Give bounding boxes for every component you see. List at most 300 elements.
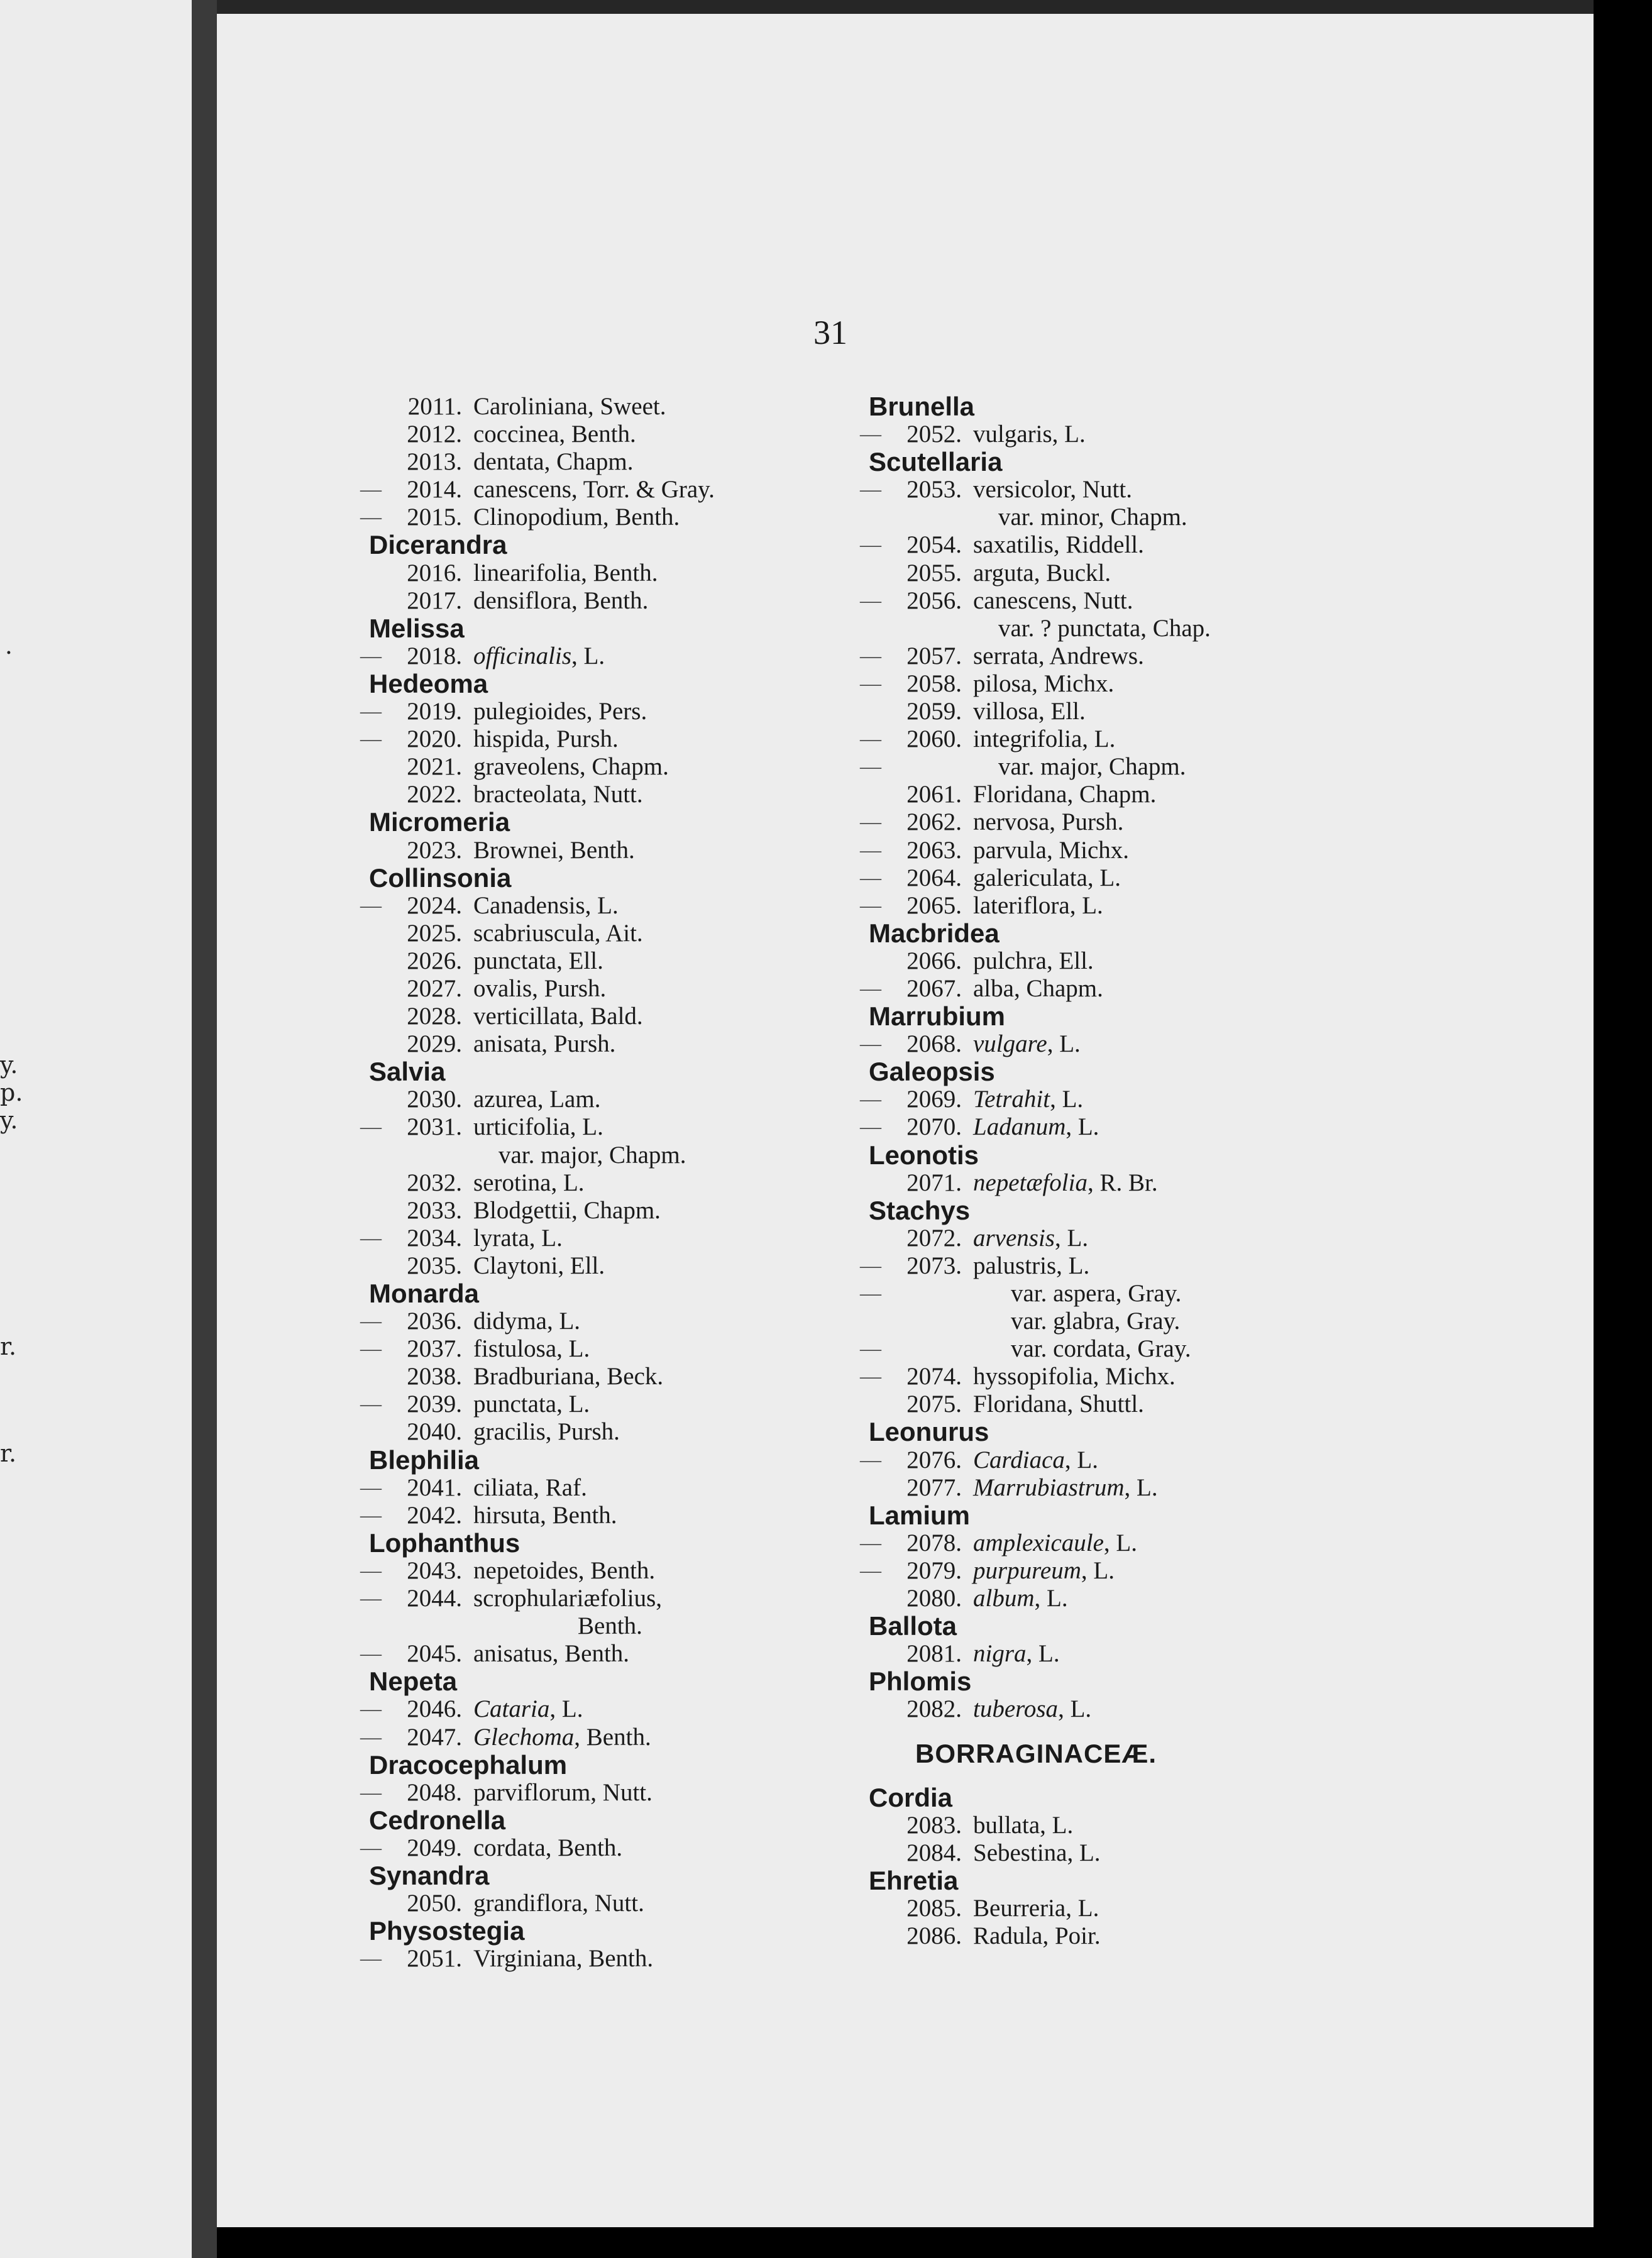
entry-number: 2020. <box>407 725 462 753</box>
column-left <box>360 393 715 1973</box>
entry-name: var. major, Chapm. <box>498 1141 686 1169</box>
check-mark: — <box>860 1088 881 1111</box>
entry-name: pulegioides, Pers. <box>473 698 647 725</box>
entry-name: graveolens, Chapm. <box>473 753 669 781</box>
column-right <box>860 392 1211 1950</box>
entry-number: 2064. <box>906 864 962 891</box>
book-gutter <box>192 0 217 2258</box>
species-entry <box>869 1812 1211 1839</box>
entry-number: 2037. <box>407 1335 462 1363</box>
entry-name: Floridana, Shuttl. <box>973 1391 1144 1418</box>
genus-heading: Lamium <box>869 1500 971 1530</box>
margin-mark: p. <box>0 1079 23 1106</box>
entry-number: 2083. <box>906 1811 962 1839</box>
species-entry <box>369 1030 715 1058</box>
entry-number: 2040. <box>407 1418 462 1446</box>
entry-number: 2086. <box>906 1922 962 1950</box>
entry-name: anisatus, Benth. <box>473 1640 630 1668</box>
entry-number: 2052. <box>906 421 962 448</box>
entry-name: didyma, L. <box>473 1308 581 1335</box>
entry-number: 2081. <box>906 1640 962 1668</box>
entry-number: 2044. <box>407 1585 462 1612</box>
entry-number: 2042. <box>407 1501 462 1529</box>
entry-number: 2023. <box>407 836 462 864</box>
entry-name: Cataria, L. <box>473 1695 583 1723</box>
entry-number: 2080. <box>906 1585 962 1612</box>
entry-name: densiflora, Benth. <box>473 587 649 614</box>
check-mark: — <box>360 1642 382 1666</box>
entry-name: cordata, Benth. <box>473 1834 623 1861</box>
entry-name: fistulosa, L. <box>473 1335 590 1363</box>
species-entry <box>369 559 715 587</box>
species-entry <box>860 1446 1211 1474</box>
entry-number: 2024. <box>407 891 462 919</box>
variety-entry <box>369 1142 715 1169</box>
species-entry <box>869 1474 1211 1502</box>
entry-number: 2030. <box>407 1086 462 1113</box>
entry-number: 2060. <box>906 725 962 753</box>
check-mark: — <box>360 1115 382 1139</box>
check-mark: — <box>860 588 881 612</box>
entry-number: 2076. <box>906 1446 962 1473</box>
species-entry <box>360 1335 715 1363</box>
species-entry <box>869 947 1211 975</box>
entry-name: Brownei, Benth. <box>473 836 635 864</box>
variety-entry <box>869 615 1211 642</box>
entry-name: pulchra, Ell. <box>973 947 1094 974</box>
genus-heading: Collinsonia <box>369 862 512 893</box>
entry-name: amplexicaule, L. <box>973 1529 1137 1556</box>
check-mark: — <box>860 755 881 779</box>
entry-name: var. cordata, Gray. <box>1011 1335 1191 1363</box>
entry-name: var. glabra, Gray. <box>1011 1308 1181 1335</box>
species-entry <box>860 587 1211 615</box>
genus-heading: Ballota <box>869 1611 957 1641</box>
entry-number: 2054. <box>906 531 962 559</box>
entry-name: versicolor, Nutt. <box>973 476 1132 504</box>
entry-number: 2048. <box>407 1778 462 1806</box>
entry-name: villosa, Ell. <box>973 698 1086 725</box>
entry-name: ovalis, Pursh. <box>473 974 607 1002</box>
entry-name: Floridana, Chapm. <box>973 781 1157 808</box>
entry-number: 2062. <box>906 808 962 836</box>
check-mark: — <box>860 1337 881 1361</box>
entry-number: 2070. <box>906 1113 962 1141</box>
entry-number: 2021. <box>407 753 462 781</box>
species-entry <box>369 1197 715 1225</box>
entry-name: scabriuscula, Ait. <box>473 919 643 947</box>
check-mark: — <box>360 1836 382 1859</box>
entry-name: vulgaris, L. <box>973 421 1086 448</box>
entry-name: Caroliniana, Sweet. <box>473 393 666 420</box>
check-mark: — <box>360 1309 382 1333</box>
genus-heading: Salvia <box>369 1057 446 1087</box>
entry-name: Claytoni, Ell. <box>473 1252 605 1279</box>
continuation-line <box>369 1612 715 1640</box>
entry-number: 2056. <box>906 587 962 614</box>
genus-heading: Macbridea <box>869 918 999 948</box>
species-entry <box>360 1585 715 1612</box>
entry-name: nepetoides, Benth. <box>473 1556 656 1584</box>
entry-number: 2039. <box>407 1391 462 1418</box>
entry-number: 2012. <box>407 421 462 448</box>
entry-name: hirsuta, Benth. <box>473 1501 617 1529</box>
species-entry <box>369 781 715 808</box>
entry-name: hispida, Pursh. <box>473 725 619 753</box>
entry-number: 2069. <box>906 1086 962 1113</box>
check-mark: — <box>360 1558 382 1582</box>
margin-mark: r. <box>0 1440 17 1467</box>
entry-name: saxatilis, Riddell. <box>973 531 1144 559</box>
species-entry <box>369 837 715 864</box>
species-entry <box>360 1640 715 1668</box>
species-entry <box>860 476 1211 504</box>
entry-name: grandiflora, Nutt. <box>473 1890 644 1917</box>
entry-name: arguta, Buckl. <box>973 559 1111 587</box>
species-entry <box>360 1113 715 1141</box>
species-entry <box>869 1169 1211 1197</box>
check-mark: — <box>860 478 881 502</box>
genus-heading: Micromeria <box>369 807 510 837</box>
species-entry <box>369 421 715 448</box>
species-entry <box>869 1839 1211 1867</box>
check-mark: — <box>360 1587 382 1611</box>
species-entry <box>860 1030 1211 1058</box>
genus-heading: Melissa <box>369 613 465 643</box>
genus-heading: Phlomis <box>869 1666 972 1697</box>
page-right-edge <box>1594 0 1652 2258</box>
variety-entry <box>869 504 1211 531</box>
check-mark: — <box>360 1697 382 1721</box>
species-entry <box>369 587 715 615</box>
entry-number: 2027. <box>407 974 462 1002</box>
check-mark: — <box>360 505 382 529</box>
entry-name: Bradburiana, Beck. <box>473 1363 664 1391</box>
entry-number: 2019. <box>407 698 462 725</box>
species-entry <box>860 531 1211 559</box>
check-mark: — <box>360 1780 382 1804</box>
entry-name: punctata, Ell. <box>473 947 603 974</box>
entry-name: canescens, Torr. & Gray. <box>473 476 715 504</box>
species-entry <box>360 504 715 531</box>
genus-heading: Leonurus <box>869 1417 989 1447</box>
species-entry <box>869 1695 1211 1723</box>
entry-name: Radula, Poir. <box>973 1922 1101 1950</box>
entry-name: nepetæfolia, R. Br. <box>973 1169 1158 1196</box>
species-entry <box>860 891 1211 920</box>
species-entry <box>860 974 1211 1003</box>
entry-name: officinalis, L. <box>473 642 605 669</box>
species-entry <box>860 808 1211 836</box>
entry-number: 2059. <box>906 698 962 725</box>
check-mark: — <box>360 1503 382 1527</box>
entry-name: pilosa, Michx. <box>973 669 1115 697</box>
species-entry <box>360 1391 715 1418</box>
species-entry <box>369 1086 715 1113</box>
entry-name: alba, Chapm. <box>973 974 1103 1002</box>
entry-name: var. aspera, Gray. <box>1011 1280 1182 1307</box>
species-entry <box>860 669 1211 698</box>
family-heading: BORRAGINACEÆ. <box>915 1738 1157 1768</box>
check-mark: — <box>860 671 881 695</box>
entry-name: Blodgettii, Chapm. <box>473 1196 661 1224</box>
entry-number: 2079. <box>906 1556 962 1584</box>
check-mark: — <box>360 1392 382 1416</box>
genus-heading: Leonotis <box>869 1140 979 1170</box>
entry-name: serotina, L. <box>473 1169 585 1196</box>
entry-name: var. major, Chapm. <box>998 753 1186 781</box>
entry-number: 2051. <box>407 1945 462 1973</box>
species-entry <box>369 947 715 975</box>
entry-number: 2077. <box>906 1473 962 1501</box>
species-entry <box>369 753 715 781</box>
species-entry <box>369 1890 715 1917</box>
entry-name: bracteolata, Nutt. <box>473 781 643 808</box>
species-entry <box>360 1224 715 1252</box>
genus-heading: Lophanthus <box>369 1528 520 1558</box>
entry-number: 2014. <box>407 476 462 504</box>
entry-number: 2071. <box>906 1169 962 1196</box>
entry-number: 2041. <box>407 1473 462 1501</box>
entry-name: azurea, Lam. <box>473 1086 601 1113</box>
entry-number: 2068. <box>906 1030 962 1058</box>
species-entry <box>369 393 715 421</box>
check-mark: — <box>860 1365 881 1389</box>
species-entry <box>860 421 1211 448</box>
species-entry <box>860 1529 1211 1557</box>
entry-number: 2025. <box>407 919 462 947</box>
check-mark: — <box>860 1032 881 1056</box>
variety-entry <box>860 1335 1211 1363</box>
entry-name: palustris, L. <box>973 1252 1090 1279</box>
entry-name: Ladanum, L. <box>973 1113 1099 1141</box>
species-entry <box>869 781 1211 808</box>
entry-name: gracilis, Pursh. <box>473 1418 620 1446</box>
entry-number: 2033. <box>407 1196 462 1224</box>
genus-heading: Cedronella <box>369 1805 506 1835</box>
check-mark: — <box>860 644 881 668</box>
page-top-edge <box>217 0 1594 14</box>
species-entry <box>360 698 715 725</box>
entry-name: Cardiaca, L. <box>973 1446 1098 1473</box>
entry-name: purpureum, L. <box>973 1556 1115 1584</box>
entry-number: 2063. <box>906 836 962 864</box>
check-mark: — <box>860 976 881 1000</box>
entry-number: 2050. <box>407 1890 462 1917</box>
entry-number: 2028. <box>407 1003 462 1030</box>
entry-number: 2072. <box>906 1224 962 1252</box>
check-mark: — <box>860 893 881 917</box>
check-mark: — <box>860 533 881 557</box>
check-mark: — <box>860 1448 881 1472</box>
species-entry <box>360 1778 715 1807</box>
species-entry <box>360 476 715 504</box>
check-mark: — <box>860 1531 881 1555</box>
entry-name: serrata, Andrews. <box>973 642 1144 669</box>
margin-mark: y. <box>0 1051 18 1079</box>
species-entry <box>860 1113 1211 1141</box>
species-entry <box>360 642 715 670</box>
entry-name: album, L. <box>973 1585 1068 1612</box>
species-entry <box>360 1308 715 1335</box>
entry-name: bullata, L. <box>973 1811 1074 1839</box>
entry-number: 2026. <box>407 947 462 974</box>
genus-heading: Dracocephalum <box>369 1749 568 1780</box>
entry-number: 2049. <box>407 1834 462 1861</box>
species-entry <box>869 1922 1211 1950</box>
genus-heading: Brunella <box>869 392 975 421</box>
entry-name: anisata, Pursh. <box>473 1030 616 1058</box>
species-entry <box>360 1723 715 1751</box>
check-mark: — <box>860 422 881 446</box>
check-mark: — <box>360 1725 382 1749</box>
entry-number: 2032. <box>407 1169 462 1196</box>
species-entry <box>860 1363 1211 1391</box>
species-entry <box>369 920 715 947</box>
species-entry <box>860 864 1211 892</box>
entry-number: 2046. <box>407 1695 462 1723</box>
entry-name: Tetrahit, L. <box>973 1086 1084 1113</box>
entry-number: 2016. <box>407 559 462 587</box>
genus-heading: Marrubium <box>869 1001 1006 1032</box>
check-mark: — <box>360 727 382 751</box>
entry-name: lateriflora, L. <box>973 891 1103 919</box>
check-mark: — <box>360 700 382 724</box>
entry-number: 2013. <box>407 448 462 476</box>
check-mark: — <box>360 478 382 502</box>
check-mark: — <box>860 1253 881 1277</box>
check-mark: — <box>360 1947 382 1971</box>
entry-name: galericulata, L. <box>973 864 1121 891</box>
entry-number: 2075. <box>906 1391 962 1418</box>
entry-number: 2053. <box>906 476 962 504</box>
species-entry <box>360 1834 715 1862</box>
genus-heading: Ehretia <box>869 1865 959 1895</box>
genus-heading: Scutellaria <box>869 447 1003 477</box>
species-entry <box>360 1556 715 1585</box>
entry-number: 2038. <box>407 1363 462 1391</box>
check-mark: — <box>860 727 881 751</box>
entry-number: 2029. <box>407 1030 462 1058</box>
check-mark: — <box>860 1282 881 1305</box>
species-entry <box>860 1556 1211 1585</box>
genus-heading: Dicerandra <box>369 530 507 560</box>
entry-number: 2036. <box>407 1308 462 1335</box>
species-entry <box>369 1252 715 1280</box>
entry-name: Benth. <box>578 1612 642 1640</box>
variety-entry <box>860 753 1211 781</box>
species-entry <box>869 1391 1211 1418</box>
check-mark: — <box>860 1558 881 1582</box>
entry-name: linearifolia, Benth. <box>473 559 658 587</box>
entry-number: 2043. <box>407 1556 462 1584</box>
entry-number: 2085. <box>906 1894 962 1922</box>
entry-name: Glechoma, Benth. <box>473 1723 651 1751</box>
species-entry <box>360 725 715 753</box>
entry-number: 2082. <box>906 1695 962 1723</box>
species-entry <box>860 836 1211 864</box>
species-entry <box>869 559 1211 587</box>
entry-number: 2031. <box>407 1113 462 1141</box>
entry-number: 2078. <box>906 1529 962 1556</box>
genus-heading: Synandra <box>369 1860 490 1890</box>
entry-name: ciliata, Raf. <box>473 1473 587 1501</box>
species-entry <box>860 725 1211 753</box>
species-entry <box>360 1473 715 1502</box>
genus-heading: Nepeta <box>369 1666 458 1697</box>
entry-number: 2055. <box>906 559 962 587</box>
entry-name: nigra, L. <box>973 1640 1060 1668</box>
entry-number: 2047. <box>407 1723 462 1751</box>
species-entry <box>360 891 715 920</box>
entry-number: 2022. <box>407 781 462 808</box>
species-entry <box>360 1695 715 1723</box>
entry-number: 2045. <box>407 1640 462 1668</box>
entry-name: Canadensis, L. <box>473 891 619 919</box>
entry-name: arvensis, L. <box>973 1224 1089 1252</box>
entry-number: 2067. <box>906 974 962 1002</box>
entry-number: 2018. <box>407 642 462 669</box>
species-entry <box>369 1418 715 1446</box>
check-mark: — <box>360 893 382 917</box>
entry-number: 2034. <box>407 1224 462 1252</box>
entry-name: dentata, Chapm. <box>473 448 634 476</box>
variety-entry <box>860 1280 1211 1308</box>
species-entry <box>369 1363 715 1391</box>
species-entry <box>869 1225 1211 1252</box>
entry-number: 2058. <box>906 669 962 697</box>
entry-name: nervosa, Pursh. <box>973 808 1124 836</box>
check-mark: — <box>360 644 382 668</box>
species-entry <box>369 975 715 1003</box>
check-mark: — <box>360 1475 382 1499</box>
entry-name: urticifolia, L. <box>473 1113 603 1141</box>
species-entry <box>369 1169 715 1197</box>
genus-heading: Cordia <box>869 1782 953 1812</box>
entry-name: tuberosa, L. <box>973 1695 1092 1723</box>
genus-heading: Blephilia <box>369 1445 480 1475</box>
margin-mark: y. <box>0 1106 18 1134</box>
genus-heading: Stachys <box>869 1195 971 1225</box>
entry-name: Marrubiastrum, L. <box>973 1473 1158 1501</box>
species-entry <box>860 1252 1211 1280</box>
genus-heading: Physostegia <box>369 1916 525 1946</box>
entry-name: coccinea, Benth. <box>473 421 636 448</box>
genus-heading: Hedeoma <box>369 668 488 698</box>
check-mark: — <box>360 1337 382 1361</box>
entry-number: 2035. <box>407 1252 462 1279</box>
entry-name: vulgare, L. <box>973 1030 1081 1058</box>
entry-name: parviflorum, Nutt. <box>473 1778 653 1806</box>
species-entry <box>869 1895 1211 1922</box>
species-entry <box>860 1086 1211 1113</box>
species-entry <box>369 448 715 476</box>
entry-name: canescens, Nutt. <box>973 587 1133 614</box>
check-mark: — <box>860 838 881 862</box>
margin-mark: . <box>4 632 13 659</box>
entry-name: parvula, Michx. <box>973 836 1130 864</box>
entry-number: 2057. <box>906 642 962 669</box>
entry-name: var. ? punctata, Chap. <box>998 614 1211 642</box>
species-entry <box>360 1945 715 1973</box>
species-entry <box>869 1640 1211 1668</box>
entry-name: lyrata, L. <box>473 1224 563 1252</box>
entry-name: Beurreria, L. <box>973 1894 1099 1922</box>
species-entry <box>369 1003 715 1030</box>
entry-name: integrifolia, L. <box>973 725 1116 753</box>
entry-number: 2061. <box>906 781 962 808</box>
entry-number: 2065. <box>906 891 962 919</box>
